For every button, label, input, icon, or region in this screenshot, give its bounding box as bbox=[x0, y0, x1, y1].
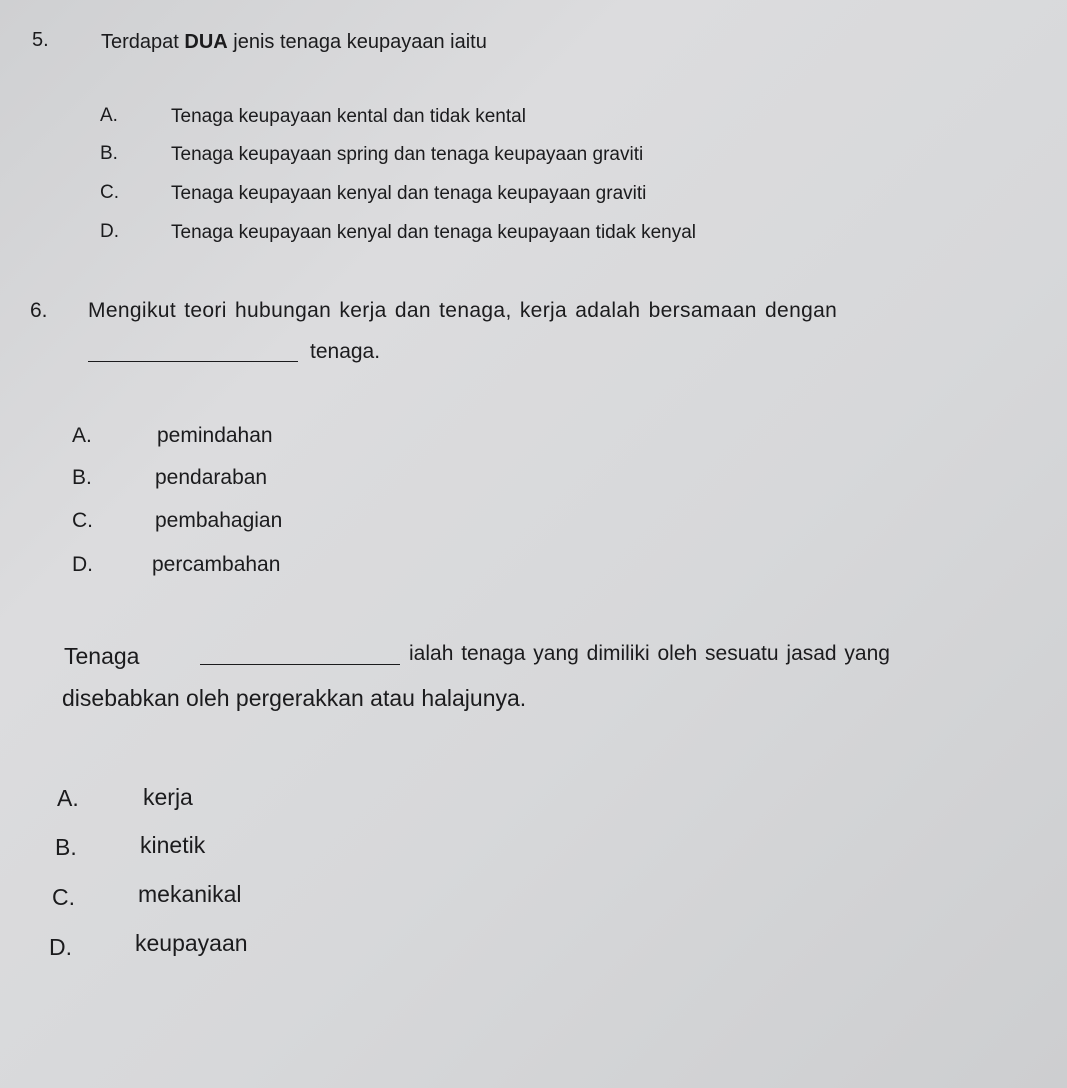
answer-blank bbox=[88, 361, 298, 362]
option-letter: C. bbox=[72, 509, 93, 532]
option-text: kerja bbox=[143, 784, 193, 810]
question-number: 5. bbox=[32, 29, 49, 51]
option-letter: C. bbox=[100, 182, 119, 203]
option-letter: A. bbox=[57, 785, 79, 811]
option-letter: B. bbox=[72, 466, 92, 489]
question-stem-continued: tenaga. bbox=[310, 340, 381, 363]
option-letter: D. bbox=[72, 553, 93, 576]
question-number: 6. bbox=[30, 299, 48, 322]
option-text: Tenaga keupayaan spring dan tenaga keupayaan graviti bbox=[171, 144, 644, 165]
option-text: mekanikal bbox=[138, 881, 242, 907]
option-text: Tenaga keupayaan kenyal dan tenaga keupayaan tidak kenyal bbox=[171, 222, 697, 243]
question-stem: Mengikut teori hubungan kerja dan tenaga, kerja adalah bersamaan dengan bbox=[88, 299, 838, 322]
option-text: Tenaga keupayaan kental dan tidak kental bbox=[171, 106, 526, 127]
option-letter: B. bbox=[55, 834, 77, 860]
question-stem: ialah tenaga yang dimiliki oleh sesuatu jasad yang bbox=[409, 642, 890, 665]
option-letter: A. bbox=[100, 105, 118, 126]
option-text: Tenaga keupayaan kenyal dan tenaga keupayaan graviti bbox=[171, 183, 647, 204]
option-text: percambahan bbox=[152, 553, 281, 576]
option-letter: A. bbox=[72, 424, 92, 447]
option-text: keupayaan bbox=[135, 930, 248, 956]
question-stem-continued: disebabkan oleh pergerakkan atau halajunya. bbox=[62, 685, 527, 711]
question-stem-start: Tenaga bbox=[64, 643, 140, 669]
question-stem: Terdapat DUA jenis tenaga keupayaan iaitu bbox=[101, 31, 487, 53]
option-text: pendaraban bbox=[155, 466, 268, 489]
option-text: pemindahan bbox=[157, 424, 273, 447]
answer-blank bbox=[200, 664, 400, 665]
option-text: kinetik bbox=[140, 832, 206, 858]
option-text: pembahagian bbox=[155, 509, 283, 532]
option-letter: B. bbox=[100, 143, 118, 164]
option-letter: C. bbox=[52, 884, 75, 910]
option-letter: D. bbox=[49, 934, 72, 960]
option-letter: D. bbox=[100, 221, 119, 242]
